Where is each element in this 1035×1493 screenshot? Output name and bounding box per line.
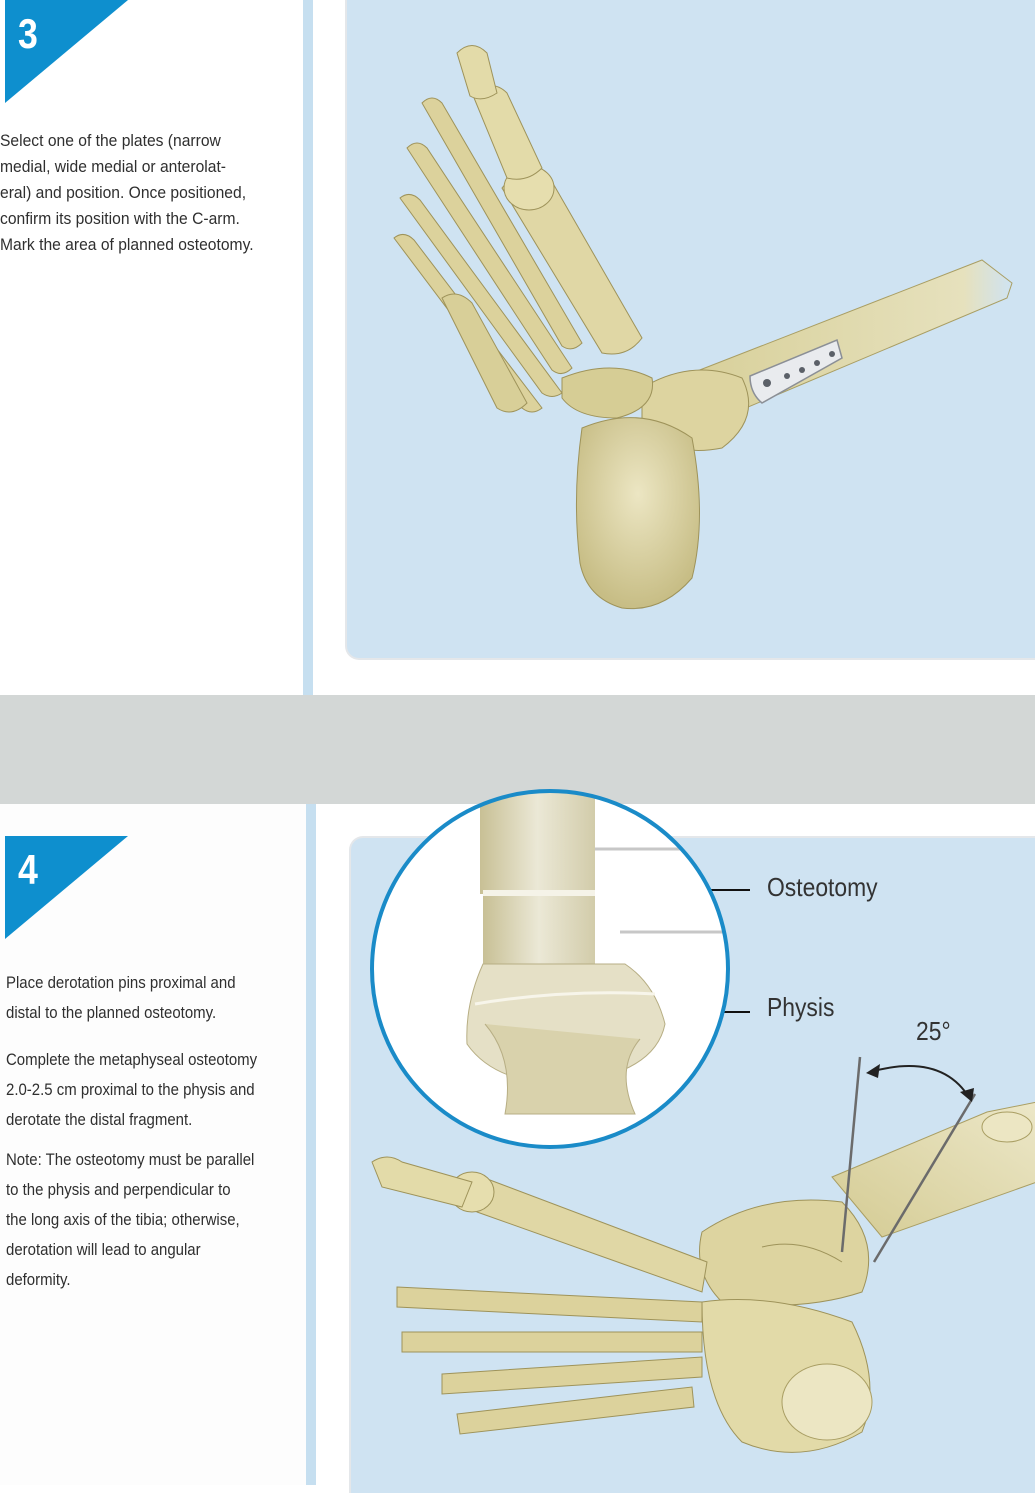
step-4-paragraph-1 (6, 968, 288, 1028)
step-3-instructions (0, 128, 276, 258)
magnified-osteotomy-inset (365, 784, 745, 1164)
step-3-line: Mark the area of planned osteotomy. (0, 235, 254, 254)
step-3-column-divider (303, 0, 313, 695)
step-3-line: Select one of the plates (narrow (0, 131, 221, 150)
step-4-number: 4 (18, 846, 38, 893)
osteotomy-label: Osteotomy (767, 872, 878, 902)
step-3-line: confirm its position with the C-arm. (0, 209, 240, 228)
step-4-note (6, 1145, 288, 1295)
step-4-line: deformity. (6, 1270, 71, 1289)
step-4-line: Place derotation pins proximal and (6, 973, 236, 992)
step-4-line: to the physis and perpendicular to (6, 1180, 231, 1199)
step-3-number: 3 (18, 10, 38, 57)
step-4-line: the long axis of the tibia; otherwise, (6, 1210, 240, 1229)
step-4-line: derotation will lead to angular (6, 1240, 201, 1259)
step-3-line: medial, wide medial or anterolat- (0, 157, 227, 176)
step-4-line: Complete the metaphyseal osteotomy (6, 1050, 258, 1069)
step-4-paragraph-2 (6, 1045, 288, 1135)
foot-skeleton-with-plate-illustration (347, 0, 1035, 658)
step-4-line: distal to the planned osteotomy. (6, 1003, 217, 1022)
step-4-line: derotate the distal fragment. (6, 1110, 193, 1129)
step-3-illustration-panel (345, 0, 1035, 660)
step-4-line: 2.0-2.5 cm proximal to the physis and (6, 1080, 255, 1099)
step-4-badge (0, 836, 130, 941)
step-3-badge (0, 0, 130, 105)
step-3-line: eral) and position. Once positioned, (0, 183, 247, 202)
step-4-column-divider (306, 804, 316, 1485)
step-3-section (0, 0, 1035, 695)
step-4-line: Note: The osteotomy must be parallel (6, 1150, 255, 1169)
angle-label: 25° (916, 1016, 951, 1046)
physis-label: Physis (767, 992, 835, 1022)
